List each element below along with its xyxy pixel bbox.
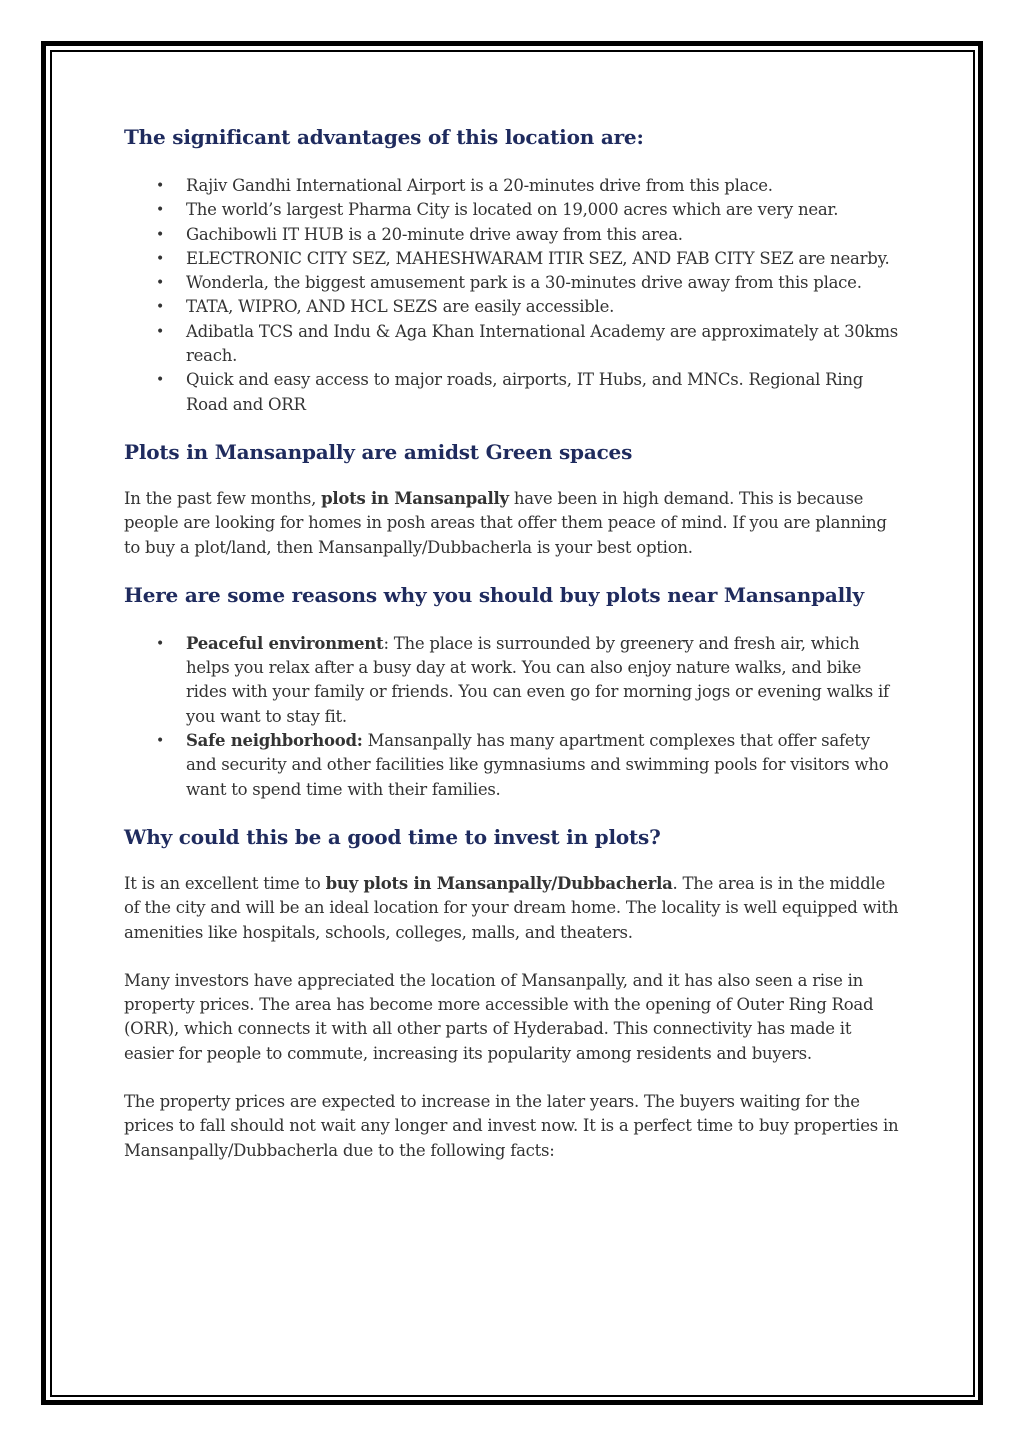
bullet-icon: • bbox=[156, 299, 165, 316]
bullet-icon: • bbox=[156, 275, 165, 292]
bullet-icon: • bbox=[156, 372, 165, 389]
list-item: • Gachibowli IT HUB is a 20-minute drive away from this area. bbox=[124, 223, 900, 247]
document-body bbox=[124, 122, 900, 1163]
list-item: • The world’s largest Pharma City is located on 19,000 acres which are very near. bbox=[124, 198, 900, 222]
list-item: • Wonderla, the biggest amusement park is a 30-minutes drive away from this place. bbox=[124, 271, 900, 295]
bullet-icon: • bbox=[156, 635, 165, 652]
heading-advantages: The significant advantages of this location are: bbox=[124, 125, 644, 149]
paragraph-invest-2: Many investors have appreciated the location of Mansanpally, and it has also seen a rise in property prices. The area has become more accessible with the opening of Outer Ring Road (ORR), which connects it with all other parts of Hyderabad. This connectivity has made it easier for people to commute, increasing its popularity among residents and buyers. bbox=[124, 970, 874, 1063]
list-item: • TATA, WIPRO, AND HCL SEZS are easily accessible. bbox=[124, 295, 900, 319]
list-item: • Rajiv Gandhi International Airport is a 20-minutes drive from this place. bbox=[124, 174, 900, 198]
reasons-list bbox=[124, 632, 900, 802]
advantages-list bbox=[124, 174, 900, 417]
list-item: • Peaceful environment: The place is surrounded by greenery and fresh air, which helps you relax after a busy day at work. You can also enjoy nature walks, and bike rides with your family or friends. You can even go for morning jogs or evening walks if you want to stay fit. bbox=[156, 633, 889, 726]
paragraph-green-spaces: In the past few months, plots in Mansanpally have been in high demand. This is because people are looking for homes in posh areas that offer them peace of mind. If you are planning to buy a plot/land, then Mansanpally/Dubbacherla is your best option. bbox=[124, 488, 887, 557]
list-item: • Safe neighborhood: Mansanpally has many apartment complexes that offer safety and security and other facilities like gymnasiums and swimming pools for visitors who want to spend time with their families. bbox=[156, 731, 889, 799]
bullet-icon: • bbox=[156, 226, 165, 243]
bullet-icon: • bbox=[156, 250, 165, 267]
heading-reasons: Here are some reasons why you should buy plots near Mansanpally bbox=[124, 582, 864, 607]
bullet-icon: • bbox=[156, 178, 165, 194]
paragraph-invest-3: The property prices are expected to increase in the later years. The buyers waiting for the prices to fall should not wait any longer and invest now. It is a perfect time to buy properties in Mansanpally/Dubbacherla due to the following facts: bbox=[124, 1092, 899, 1160]
paragraph-invest-1: It is an excellent time to buy plots in Mansanpally/Dubbacherla. The area is in the middle of the city and will be an ideal location for your dream home. The locality is well equipped with amenities like hospitals, schools, colleges, malls, and theaters. bbox=[124, 873, 899, 942]
list-item: • Quick and easy access to major roads, airports, IT Hubs, and MNCs. Regional Ring Road and ORR bbox=[156, 370, 864, 414]
heading-green-spaces: Plots in Mansanpally are amidst Green spaces bbox=[124, 439, 633, 464]
bullet-icon: • bbox=[156, 323, 165, 340]
heading-invest-time: Why could this be a good time to invest in plots? bbox=[124, 824, 661, 849]
list-item: • ELECTRONIC CITY SEZ, MAHESHWARAM ITIR SEZ, AND FAB CITY SEZ are nearby. bbox=[124, 247, 900, 271]
list-item: • Adibatla TCS and Indu & Aga Khan International Academy are approximately at 30kms reach. bbox=[156, 321, 898, 366]
bullet-icon: • bbox=[156, 202, 165, 219]
bullet-icon: • bbox=[156, 733, 165, 750]
